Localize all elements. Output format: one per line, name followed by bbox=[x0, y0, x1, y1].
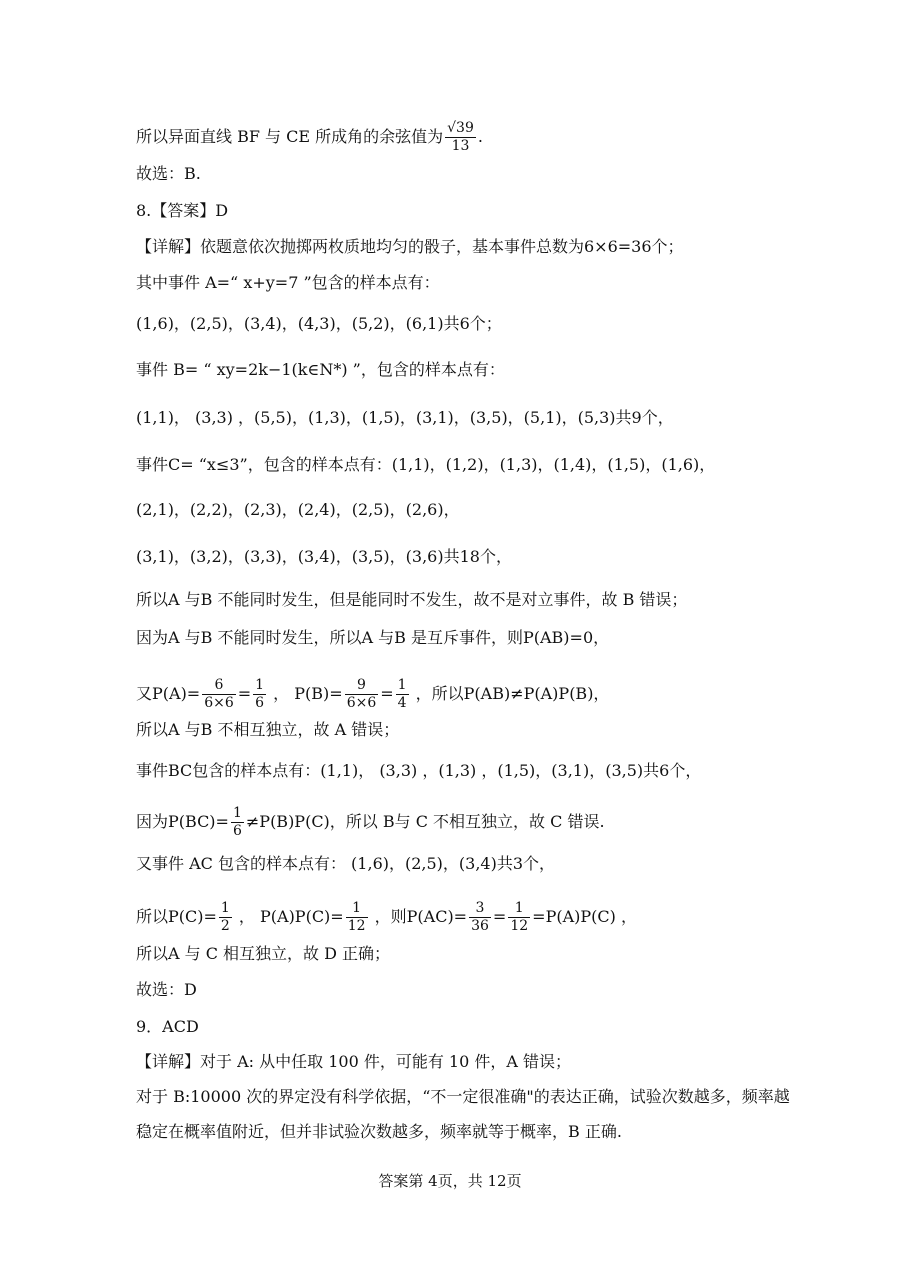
text-line: 对于 B:10000 次的界定没有科学依据，“不一定很准确"的表达正确，试验次数越多，频率越 bbox=[136, 1087, 790, 1106]
fraction: $\frac{1}{12}$ bbox=[510, 900, 529, 934]
text-line: 稳定在概率值附近，但并非试验次数越多，频率就等于概率，B 正确. bbox=[136, 1122, 622, 1141]
text-line: 故选：B. bbox=[136, 164, 201, 183]
page-footer: 答案第 4页，共 12页 bbox=[378, 1172, 522, 1190]
text-line: 【详解】对于 A: 从中任取 100 件，可能有 10 件，A 错误； bbox=[136, 1052, 572, 1071]
text-line: (1,1)， (3,3) ，(5,5)，(1,3)，(1,5)，(3,1)，(3,5)，(5,1)，(5,3)共9个， bbox=[136, 408, 674, 427]
text-line: 故选：D bbox=[136, 980, 197, 999]
text-line: 事件C= “x≤3”，包含的样本点有：(1,1)，(1,2)，(1,3)，(1,4)，(1,5)，(1,6)， bbox=[136, 455, 716, 474]
fraction: $\frac{9}{6\times 6}$ bbox=[346, 677, 377, 711]
text-line: 【详解】依题意依次抛掷两枚质地均匀的骰子，基本事件总数为6×6=36个； bbox=[136, 237, 684, 256]
text-line: 所以异面直线 BF 与 CE 所成角的余弦值为 $\frac{√39}{13}$ . bbox=[136, 120, 483, 154]
fraction: $\frac{√39}{13}$ bbox=[447, 120, 474, 154]
fraction: $\frac{1}{4}$ bbox=[397, 677, 407, 711]
text-line: 所以A 与B 不能同时发生，但是能同时不发生，故不是对立事件，故 B 错误； bbox=[136, 590, 688, 609]
text-line: 事件 B= “ xy=2k−1(k∈N*) ”，包含的样本点有： bbox=[136, 360, 505, 379]
fraction: $\frac{1}{6}$ bbox=[232, 805, 242, 839]
text-line: 其中事件 A=“ x+y=7 ”包含的样本点有： bbox=[136, 273, 440, 292]
answer-heading: 9．ACD bbox=[136, 1017, 199, 1036]
answer-heading: 8.【答案】D bbox=[136, 201, 229, 220]
fraction: $\frac{3}{36}$ bbox=[471, 900, 489, 934]
text-line: 又事件 AC 包含的样本点有： (1,6)，(2,5)，(3,4)共3个， bbox=[136, 854, 556, 873]
text-line: 事件BC包含的样本点有：(1,1)， (3,3) ，(1,3) ，(1,5)，(3,1)，(3,5)共6个， bbox=[136, 761, 702, 780]
fraction: $\frac{1}{2}$ bbox=[220, 900, 230, 934]
fraction: $\frac{1}{6}$ bbox=[255, 677, 265, 711]
text-line: 因为A 与B 不能同时发生，所以A 与B 是互斥事件，则P(AB)=0， bbox=[136, 628, 610, 647]
text-line: 又P(A)= $\frac{6}{6\times 6}$ = $\frac{1}{6}$ ， P(B)= $\frac{9}{6\times 6}$ = $\frac{1}{4}$ ，所以P(AB)≠P(A)P(B)， bbox=[136, 677, 610, 711]
text-line: 所以P(C)= $\frac{1}{2}$ ， P(A)P(C)= $\frac{1}{12}$ ，则P(AC)= $\frac{3}{36}$ = $\frac{1}{12}$ =P(A)P(C) ， bbox=[136, 900, 637, 934]
text-line: 因为P(BC)= $\frac{1}{6}$ ≠P(B)P(C)，所以 B与 C 不相互独立，故 C 错误. bbox=[136, 805, 605, 839]
text-line: (3,1)，(3,2)，(3,3)，(3,4)，(3,5)，(3,6)共18个， bbox=[136, 547, 512, 566]
text-line: 所以A 与 C 相互独立，故 D 正确； bbox=[136, 944, 391, 963]
text-line: (2,1)，(2,2)，(2,3)，(2,4)，(2,5)，(2,6)， bbox=[136, 500, 460, 519]
text-line: 所以A 与B 不相互独立，故 A 错误； bbox=[136, 720, 400, 739]
fraction: $\frac{6}{6\times 6}$ bbox=[204, 677, 234, 711]
fraction: $\frac{1}{12}$ bbox=[347, 900, 366, 934]
text-line: (1,6)，(2,5)，(3,4)，(4,3)，(5,2)，(6,1)共6个； bbox=[136, 314, 502, 333]
